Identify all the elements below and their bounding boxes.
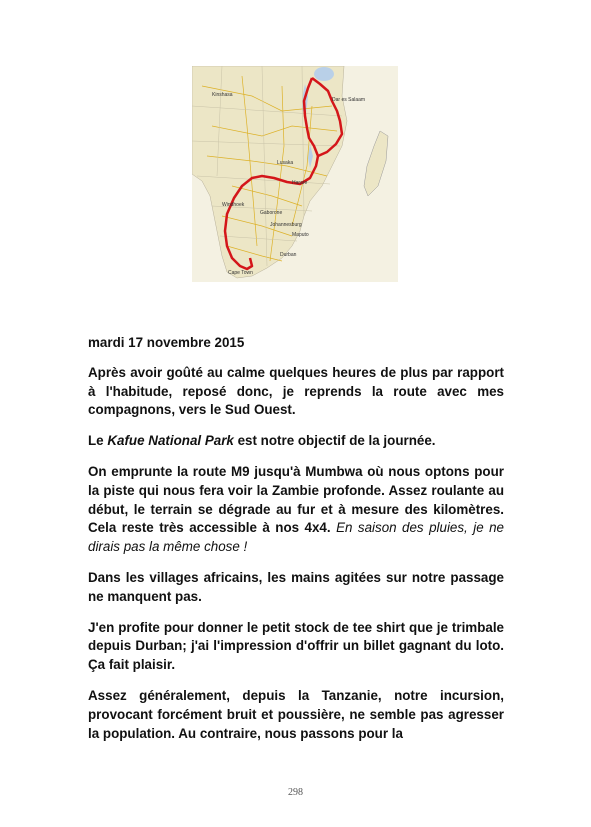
map-label-harare: Harare: [292, 180, 308, 186]
map-label-gaborone: Gaborone: [260, 210, 283, 216]
page-number: 298: [288, 787, 303, 798]
paragraph-3-main: On emprunte la route M9 jusqu'à Mumbwa où nous optons pour la piste qui nous fera voir la Zambie profonde. Assez roulante au début, le terrain se dégrade au fur et à mesure des kilomètres. Cela reste très accessible à nos 4x4.: [88, 463, 504, 536]
paragraph-2-before: Le: [88, 433, 108, 449]
map-label-durban: Durban: [280, 252, 297, 258]
paragraph-3-aside: En saison des pluies, je ne dirais pas la même chose !: [88, 520, 504, 555]
paragraph-4: Dans les villages africains, les mains agitées sur notre passage ne manquent pas.: [88, 569, 504, 604]
journal-entry: [88, 334, 504, 755]
map-label-windhoek: Windhoek: [222, 202, 245, 208]
paragraph-3: [88, 463, 504, 557]
map-label-capetown: Cape Town: [228, 270, 253, 276]
route-map-graphic: [192, 66, 398, 282]
map-label-maputo: Maputo: [292, 232, 309, 238]
route-map: [192, 66, 398, 282]
map-label-johannesburg: Johannesburg: [270, 222, 302, 228]
paragraph-2-after: est notre objectif de la journée.: [233, 433, 436, 449]
map-label-kinshasa: Kinshasa: [212, 92, 233, 98]
paragraph-5: J'en profite pour donner le petit stock de tee shirt que je trimbale depuis Durban; j'ai l'impression d'offrir un billet gagnant du loto. Ça fait plaisir.: [88, 619, 504, 673]
park-name: Kafue National Park: [107, 433, 234, 449]
map-label-dar: Dar es Salaam: [332, 97, 366, 103]
paragraph-1: Après avoir goûté au calme quelques heures de plus par rapport à l'habitude, reposé donc, je reprends la route avec mes compagnons, vers le Sud Ouest.: [88, 364, 504, 418]
map-label-lusaka: Lusaka: [277, 160, 294, 166]
paragraph-2: [88, 432, 504, 451]
entry-date: mardi 17 novembre 2015: [88, 335, 245, 350]
paragraph-6: Assez généralement, depuis la Tanzanie, notre incursion, provocant forcément bruit et poussière, ne semble pas agresser la population. Au contraire, nous passons pour la: [88, 687, 504, 741]
